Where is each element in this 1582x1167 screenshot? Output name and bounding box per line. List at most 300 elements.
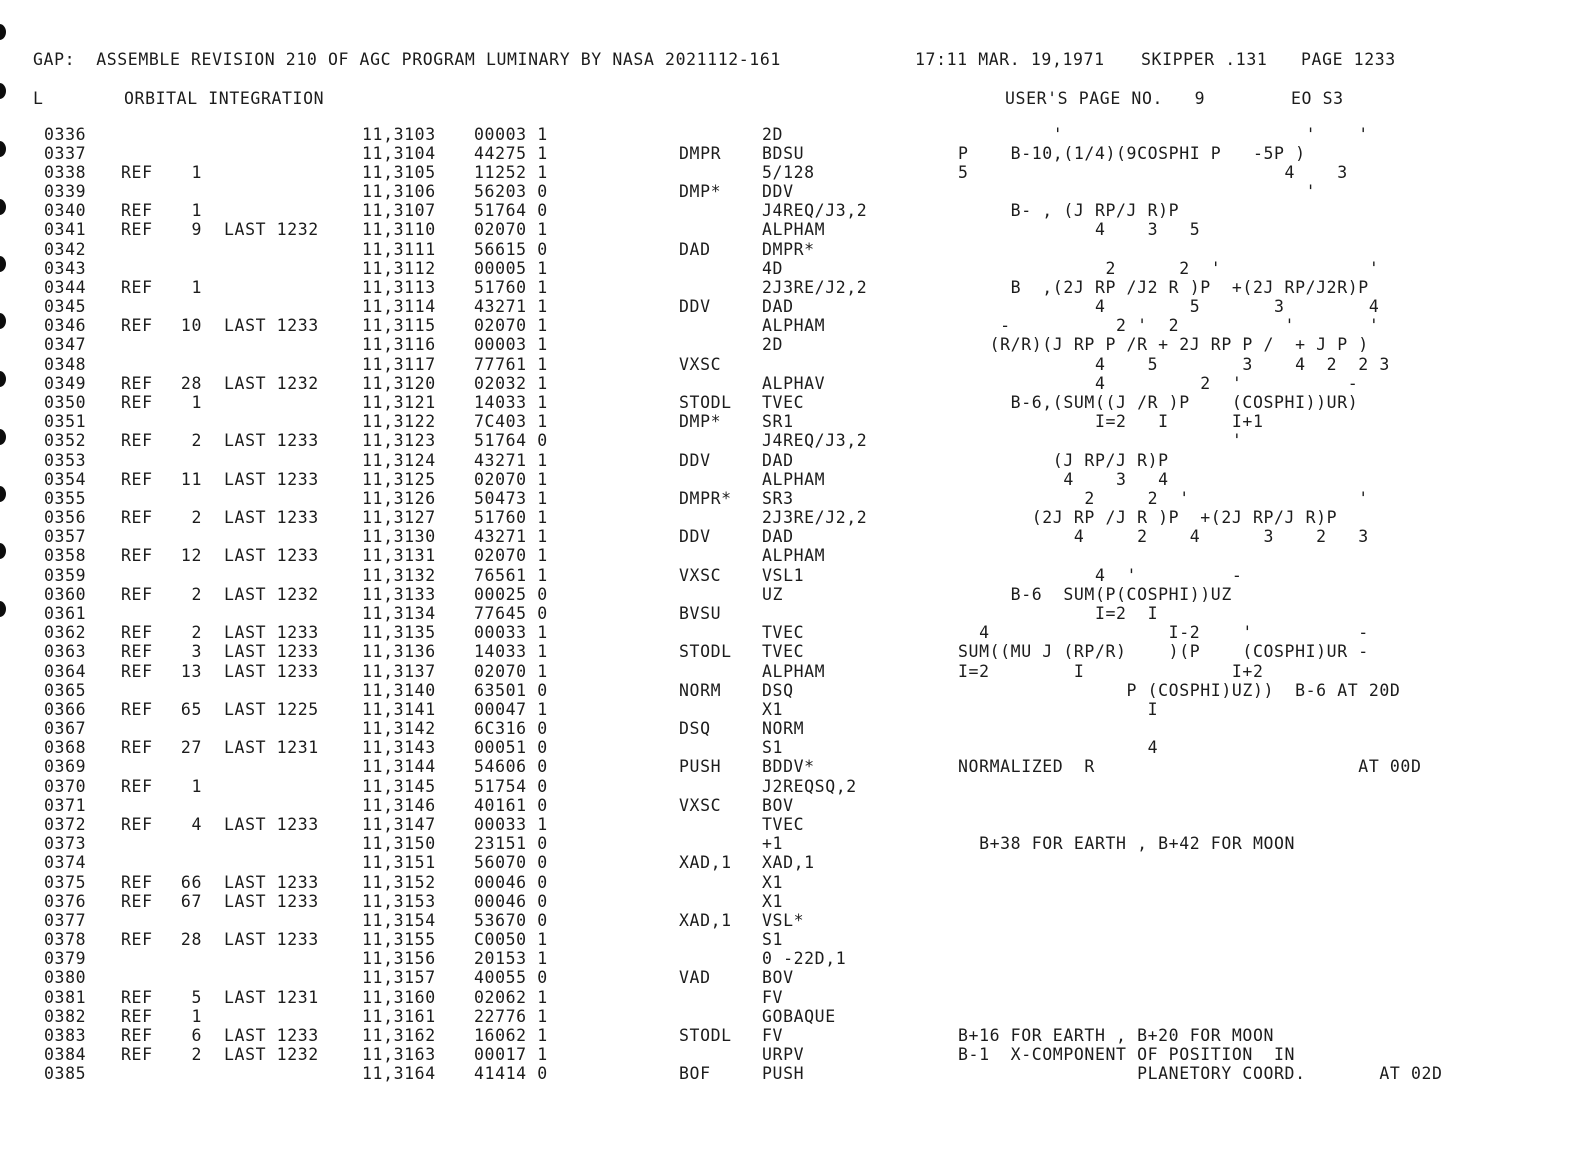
operand: 4D <box>762 258 784 278</box>
address: 11,3151 <box>362 853 436 873</box>
address: 11,3114 <box>362 297 436 317</box>
address: 11,3153 <box>362 891 436 911</box>
octal-word: 02070 1 <box>474 316 548 336</box>
operand: 5/128 <box>762 162 815 182</box>
address: 11,3142 <box>362 719 436 739</box>
binder-hole <box>0 141 6 157</box>
comment-line: 4 I-2 ' - <box>958 623 1369 643</box>
line-number: 0346 <box>44 316 87 336</box>
comment-line: I=2 I I+1 <box>958 412 1264 432</box>
operand: TVEC <box>762 393 805 413</box>
octal-word: 53670 0 <box>474 910 548 930</box>
address: 11,3164 <box>362 1064 436 1084</box>
comment-line: (J RP/J R)P <box>958 450 1169 470</box>
line-number: 0341 <box>44 220 87 240</box>
header-timestamp: 17:11 MAR. 19,1971 <box>915 50 1105 69</box>
octal-word: 14033 1 <box>474 642 548 662</box>
operand: DMPR* <box>762 239 815 259</box>
line-number: 0370 <box>44 776 87 796</box>
operand: PUSH <box>762 1064 805 1084</box>
last-page-ref: LAST 1233 <box>224 623 319 643</box>
octal-word: 40161 0 <box>474 795 548 815</box>
ref-number: 12 <box>180 546 202 566</box>
address: 11,3113 <box>362 277 436 297</box>
line-number: 0345 <box>44 297 87 317</box>
operand: 0 -22D,1 <box>762 949 847 969</box>
comment-line: 4 3 5 <box>958 220 1201 240</box>
address: 11,3132 <box>362 565 436 585</box>
line-number: 0363 <box>44 642 87 662</box>
operand: +1 <box>762 834 784 854</box>
octal-word: 00025 0 <box>474 584 548 604</box>
ref-number: 1 <box>191 393 202 413</box>
operand: BOV <box>762 968 794 988</box>
ref-label: REF <box>121 642 153 662</box>
line-number: 0385 <box>44 1064 87 1084</box>
opcode: NORM <box>679 680 722 700</box>
line-number: 0374 <box>44 853 87 873</box>
address: 11,3115 <box>362 316 436 336</box>
comment-line: B-6,(SUM((J /R )P (COSPHI))UR) <box>958 393 1359 413</box>
octal-word: 54606 0 <box>474 757 548 777</box>
octal-word: 02032 1 <box>474 373 548 393</box>
line-number: 0355 <box>44 488 87 508</box>
octal-word: 56070 0 <box>474 853 548 873</box>
ref-number: 65 <box>180 699 202 719</box>
operand: S1 <box>762 930 784 950</box>
ref-label: REF <box>121 584 153 604</box>
octal-word: 43271 1 <box>474 450 548 470</box>
octal-word: 14033 1 <box>474 393 548 413</box>
address: 11,3105 <box>362 162 436 182</box>
line-number: 0336 <box>44 124 87 144</box>
comment-line: P (COSPHI)UZ)) B-6 AT 20D <box>958 680 1401 700</box>
address: 11,3145 <box>362 776 436 796</box>
last-page-ref: LAST 1231 <box>224 738 319 758</box>
section-title: ORBITAL INTEGRATION <box>124 89 325 108</box>
octal-word: 41414 0 <box>474 1064 548 1084</box>
octal-word: 6C316 0 <box>474 719 548 739</box>
binder-hole <box>0 429 6 445</box>
opcode: DAD <box>679 239 711 259</box>
octal-word: 44275 1 <box>474 143 548 163</box>
operand: ALPHAM <box>762 469 826 489</box>
address: 11,3155 <box>362 930 436 950</box>
octal-word: 7C403 1 <box>474 412 548 432</box>
operand: S1 <box>762 738 784 758</box>
address: 11,3122 <box>362 412 436 432</box>
line-number: 0364 <box>44 661 87 681</box>
octal-word: C0050 1 <box>474 930 548 950</box>
operand: URPV <box>762 1045 805 1065</box>
ref-number: 10 <box>180 316 202 336</box>
last-page-ref: LAST 1233 <box>224 872 319 892</box>
address: 11,3143 <box>362 738 436 758</box>
ref-label: REF <box>121 469 153 489</box>
opcode: VXSC <box>679 354 722 374</box>
comment-line: 4 ' - <box>958 565 1243 585</box>
last-page-ref: LAST 1231 <box>224 987 319 1007</box>
operand: BDDV* <box>762 757 815 777</box>
line-number: 0360 <box>44 584 87 604</box>
octal-word: 63501 0 <box>474 680 548 700</box>
address: 11,3133 <box>362 584 436 604</box>
ref-label: REF <box>121 162 153 182</box>
ref-label: REF <box>121 872 153 892</box>
operand: TVEC <box>762 623 805 643</box>
ref-label: REF <box>121 1006 153 1026</box>
address: 11,3156 <box>362 949 436 969</box>
line-number: 0378 <box>44 930 87 950</box>
opcode: DDV <box>679 450 711 470</box>
ref-label: REF <box>121 891 153 911</box>
operand: ALPHAM <box>762 546 826 566</box>
line-number: 0362 <box>44 623 87 643</box>
address: 11,3135 <box>362 623 436 643</box>
octal-word: 02070 1 <box>474 220 548 240</box>
octal-word: 20153 1 <box>474 949 548 969</box>
ref-number: 66 <box>180 872 202 892</box>
comment-line: I <box>958 699 1159 719</box>
address: 11,3111 <box>362 239 436 259</box>
line-number: 0350 <box>44 393 87 413</box>
line-number: 0358 <box>44 546 87 566</box>
line-number: 0344 <box>44 277 87 297</box>
header-l-marker: L <box>33 89 44 108</box>
line-number: 0359 <box>44 565 87 585</box>
comment-line: B+38 FOR EARTH , B+42 FOR MOON <box>958 834 1296 854</box>
octal-word: 56203 0 <box>474 182 548 202</box>
opcode: STODL <box>679 1025 732 1045</box>
address: 11,3147 <box>362 814 436 834</box>
octal-word: 00005 1 <box>474 258 548 278</box>
comment-line: 2 2 ' ' <box>958 258 1380 278</box>
address: 11,3140 <box>362 680 436 700</box>
line-number: 0383 <box>44 1025 87 1045</box>
line-number: 0349 <box>44 373 87 393</box>
octal-word: 00033 1 <box>474 814 548 834</box>
operand: VSL1 <box>762 565 805 585</box>
ref-number: 2 <box>191 1045 202 1065</box>
operand: DAD <box>762 450 794 470</box>
line-number: 0361 <box>44 604 87 623</box>
operand: GOBAQUE <box>762 1006 836 1026</box>
operand: DSQ <box>762 680 794 700</box>
ref-label: REF <box>121 930 153 950</box>
last-page-ref: LAST 1233 <box>224 661 319 681</box>
ref-label: REF <box>121 776 153 796</box>
header-eo: EO S3 <box>1291 89 1344 108</box>
address: 11,3123 <box>362 431 436 451</box>
octal-word: 00003 1 <box>474 335 548 355</box>
operand: TVEC <box>762 642 805 662</box>
address: 11,3116 <box>362 335 436 355</box>
address: 11,3117 <box>362 354 436 374</box>
comment-line: 5 4 3 <box>958 162 1348 182</box>
opcode: VXSC <box>679 565 722 585</box>
operand: 2J3RE/J2,2 <box>762 277 868 297</box>
ref-number: 2 <box>191 431 202 451</box>
line-number: 0373 <box>44 834 87 854</box>
operand: X1 <box>762 872 784 892</box>
octal-word: 22776 1 <box>474 1006 548 1026</box>
address: 11,3162 <box>362 1025 436 1045</box>
ref-number: 28 <box>180 373 202 393</box>
ref-number: 1 <box>191 277 202 297</box>
ref-label: REF <box>121 1025 153 1045</box>
line-number: 0384 <box>44 1045 87 1065</box>
opcode: STODL <box>679 642 732 662</box>
line-number: 0379 <box>44 949 87 969</box>
header-skipper: SKIPPER .131 <box>1141 50 1268 69</box>
ref-number: 11 <box>180 469 202 489</box>
operand: BOV <box>762 795 794 815</box>
line-number: 0375 <box>44 872 87 892</box>
line-number: 0365 <box>44 680 87 700</box>
comment-line: SUM((MU J (RP/R) )(P (COSPHI)UR - <box>958 642 1369 662</box>
octal-word: 02070 1 <box>474 546 548 566</box>
opcode: DMP* <box>679 412 722 432</box>
ref-label: REF <box>121 277 153 297</box>
line-number: 0367 <box>44 719 87 739</box>
operand: FV <box>762 987 784 1007</box>
opcode: VAD <box>679 968 711 988</box>
last-page-ref: LAST 1233 <box>224 469 319 489</box>
line-number: 0347 <box>44 335 87 355</box>
address: 11,3136 <box>362 642 436 662</box>
last-page-ref: LAST 1233 <box>224 316 319 336</box>
opcode: STODL <box>679 393 732 413</box>
binder-hole <box>0 199 6 215</box>
line-number: 0371 <box>44 795 87 815</box>
operand: BDSU <box>762 143 805 163</box>
line-number: 0376 <box>44 891 87 911</box>
operand: 2D <box>762 335 784 355</box>
operand: ALPHAM <box>762 316 826 336</box>
line-number: 0356 <box>44 508 87 528</box>
address: 11,3103 <box>362 124 436 144</box>
opcode: DDV <box>679 527 711 547</box>
octal-word: 51754 0 <box>474 776 548 796</box>
binder-hole <box>0 24 6 40</box>
ref-number: 28 <box>180 930 202 950</box>
ref-number: 6 <box>191 1025 202 1045</box>
line-number: 0382 <box>44 1006 87 1026</box>
octal-word: 40055 0 <box>474 968 548 988</box>
comment-line: 4 <box>958 738 1159 758</box>
ref-number: 1 <box>191 1006 202 1026</box>
ref-label: REF <box>121 738 153 758</box>
comment-line: ' <box>958 182 1317 202</box>
address: 11,3134 <box>362 604 436 623</box>
ref-label: REF <box>121 220 153 240</box>
ref-number: 13 <box>180 661 202 681</box>
line-number: 0348 <box>44 354 87 374</box>
opcode: DMPR* <box>679 488 732 508</box>
operand: DAD <box>762 297 794 317</box>
last-page-ref: LAST 1233 <box>224 508 319 528</box>
operand: VSL* <box>762 910 805 930</box>
header-line: GAP: ASSEMBLE REVISION 210 OF AGC PROGRAM LUMINARY BY NASA 2021112-161 <box>33 50 781 69</box>
address: 11,3127 <box>362 508 436 528</box>
last-page-ref: LAST 1233 <box>224 891 319 911</box>
address: 11,3160 <box>362 987 436 1007</box>
line-number: 0351 <box>44 412 87 432</box>
address: 11,3157 <box>362 968 436 988</box>
comment-line: - 2 ' 2 ' ' <box>958 316 1380 336</box>
comment-line: B+16 FOR EARTH , B+20 FOR MOON <box>958 1025 1275 1045</box>
octal-word: 43271 1 <box>474 527 548 547</box>
ref-number: 1 <box>191 201 202 221</box>
operand: FV <box>762 1025 784 1045</box>
octal-word: 76561 1 <box>474 565 548 585</box>
comment-line: ' ' ' <box>958 124 1369 144</box>
line-number: 0340 <box>44 201 87 221</box>
operand: X1 <box>762 699 784 719</box>
operand: ALPHAM <box>762 220 826 240</box>
octal-word: 51760 1 <box>474 508 548 528</box>
ref-label: REF <box>121 699 153 719</box>
ref-label: REF <box>121 431 153 451</box>
last-page-ref: LAST 1233 <box>224 431 319 451</box>
ref-number: 4 <box>191 814 202 834</box>
address: 11,3124 <box>362 450 436 470</box>
comment-line: 4 3 4 <box>958 469 1169 489</box>
last-page-ref: LAST 1225 <box>224 699 319 719</box>
comment-line: ' <box>958 431 1243 451</box>
octal-word: 02070 1 <box>474 661 548 681</box>
address: 11,3154 <box>362 910 436 930</box>
octal-word: 43271 1 <box>474 297 548 317</box>
operand: XAD,1 <box>762 853 815 873</box>
binder-hole <box>0 601 6 617</box>
operand: DAD <box>762 527 794 547</box>
comment-line: B- , (J RP/J R)P <box>958 201 1180 221</box>
address: 11,3131 <box>362 546 436 566</box>
address: 11,3121 <box>362 393 436 413</box>
line-number: 0381 <box>44 987 87 1007</box>
address: 11,3120 <box>362 373 436 393</box>
operand: ALPHAV <box>762 373 826 393</box>
line-number: 0337 <box>44 143 87 163</box>
address: 11,3150 <box>362 834 436 854</box>
address: 11,3130 <box>362 527 436 547</box>
address: 11,3163 <box>362 1045 436 1065</box>
binder-hole <box>0 371 6 387</box>
ref-number: 9 <box>191 220 202 240</box>
line-number: 0352 <box>44 431 87 451</box>
octal-word: 00017 1 <box>474 1045 548 1065</box>
last-page-ref: LAST 1232 <box>224 373 319 393</box>
opcode: DDV <box>679 297 711 317</box>
line-number: 0353 <box>44 450 87 470</box>
operand: J4REQ/J3,2 <box>762 431 868 451</box>
opcode: DSQ <box>679 719 711 739</box>
line-number: 0369 <box>44 757 87 777</box>
operand: UZ <box>762 584 784 604</box>
operand: X1 <box>762 891 784 911</box>
binder-hole <box>0 486 6 502</box>
comment-line: P B-10,(1/4)(9COSPHI P -5P ) <box>958 143 1306 163</box>
ref-number: 2 <box>191 584 202 604</box>
last-page-ref: LAST 1232 <box>224 584 319 604</box>
operand: TVEC <box>762 814 805 834</box>
operand: ALPHAM <box>762 661 826 681</box>
ref-label: REF <box>121 623 153 643</box>
opcode: DMPR <box>679 143 722 163</box>
address: 11,3146 <box>362 795 436 815</box>
line-number: 0377 <box>44 910 87 930</box>
comment-line: 4 5 3 4 2 2 3 <box>958 354 1390 374</box>
octal-word: 51764 0 <box>474 431 548 451</box>
address: 11,3112 <box>362 258 436 278</box>
line-number: 0354 <box>44 469 87 489</box>
octal-word: 02062 1 <box>474 987 548 1007</box>
octal-word: 00046 0 <box>474 872 548 892</box>
ref-label: REF <box>121 661 153 681</box>
address: 11,3141 <box>362 699 436 719</box>
octal-word: 00051 0 <box>474 738 548 758</box>
ref-label: REF <box>121 1045 153 1065</box>
comment-line: B ,(2J RP /J2 R )P +(2J RP/J2R)P <box>958 277 1369 297</box>
last-page-ref: LAST 1232 <box>224 220 319 240</box>
opcode: XAD,1 <box>679 910 732 930</box>
address: 11,3107 <box>362 201 436 221</box>
octal-word: 51760 1 <box>474 277 548 297</box>
comment-line: 4 2 ' - <box>958 373 1359 393</box>
operand: DDV <box>762 182 794 202</box>
last-page-ref: LAST 1233 <box>224 1025 319 1045</box>
octal-word: 50473 1 <box>474 488 548 508</box>
address: 11,3126 <box>362 488 436 508</box>
octal-word: 23151 0 <box>474 834 548 854</box>
operand: 2D <box>762 124 784 144</box>
last-page-ref: LAST 1233 <box>224 930 319 950</box>
comment-line: NORMALIZED R AT 00D <box>958 757 1422 777</box>
binder-hole <box>0 313 6 329</box>
octal-word: 77645 0 <box>474 604 548 623</box>
operand: SR3 <box>762 488 794 508</box>
ref-label: REF <box>121 373 153 393</box>
line-number: 0339 <box>44 182 87 202</box>
ref-label: REF <box>121 987 153 1007</box>
octal-word: 51764 0 <box>474 201 548 221</box>
octal-word: 77761 1 <box>474 354 548 374</box>
octal-word: 16062 1 <box>474 1025 548 1045</box>
address: 11,3152 <box>362 872 436 892</box>
line-number: 0372 <box>44 814 87 834</box>
comment-line: I=2 I I+2 <box>958 661 1264 681</box>
ref-label: REF <box>121 201 153 221</box>
ref-number: 2 <box>191 623 202 643</box>
ref-number: 3 <box>191 642 202 662</box>
address: 11,3144 <box>362 757 436 777</box>
opcode: PUSH <box>679 757 722 777</box>
operand: J4REQ/J3,2 <box>762 201 868 221</box>
operand: 2J3RE/J2,2 <box>762 508 868 528</box>
address: 11,3161 <box>362 1006 436 1026</box>
last-page-ref: LAST 1233 <box>224 814 319 834</box>
octal-word: 00047 1 <box>474 699 548 719</box>
address: 11,3125 <box>362 469 436 489</box>
octal-word: 11252 1 <box>474 162 548 182</box>
line-number: 0368 <box>44 738 87 758</box>
comment-line: 4 5 3 4 <box>958 297 1380 317</box>
address: 11,3104 <box>362 143 436 163</box>
comment-line: 4 2 4 3 2 3 <box>958 527 1369 547</box>
ref-number: 27 <box>180 738 202 758</box>
last-page-ref: LAST 1232 <box>224 1045 319 1065</box>
